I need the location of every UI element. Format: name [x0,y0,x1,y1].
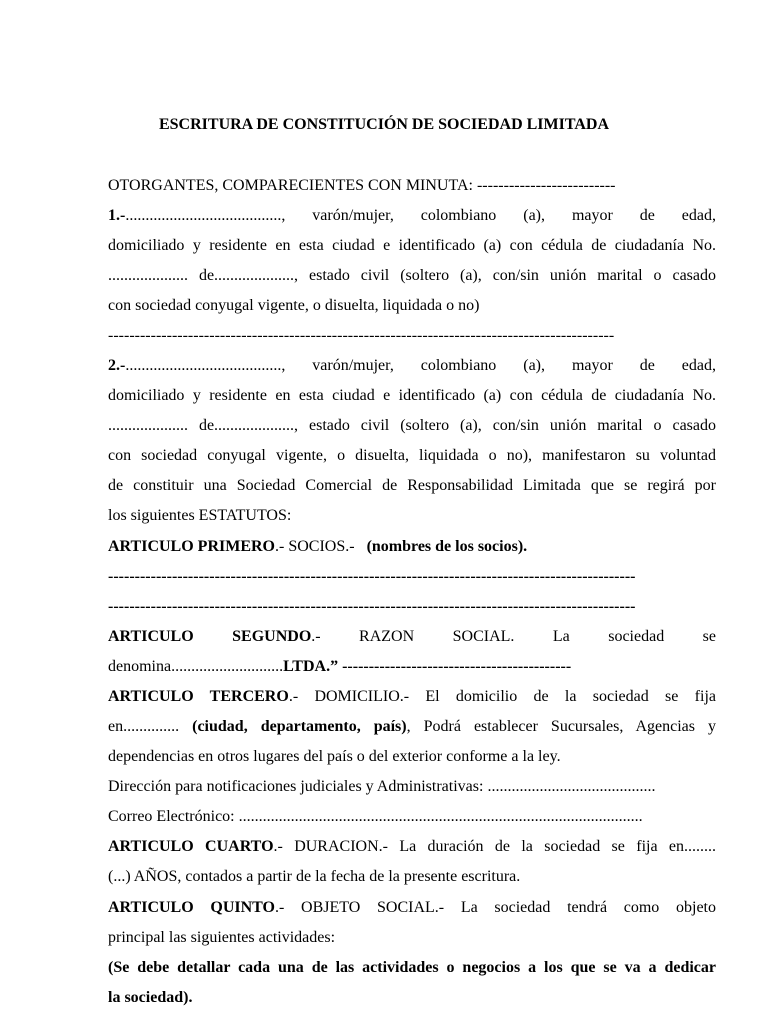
party-1-text: ......................................., varón/mujer, colombiano (a), mayor de edad, [125,207,716,224]
article-3-text: .- DOMICILIO.- El domicilio de la sociedad se fija [288,688,716,705]
article-5-label: ARTICULO QUINTO [108,899,275,916]
article-5-text: .- OBJETO SOCIAL.- La sociedad tendrá como objeto [275,899,717,916]
article-4-line-2: (...) AÑOS, contados a partir de la fecha de la presente escritura. [108,868,521,885]
article-2-denomina: denomina............................ [108,658,284,675]
article-2-text: .- RAZON SOCIAL. La sociedad se [311,628,716,645]
article-1-label: ARTICULO PRIMERO [108,538,275,555]
article-3-en: en.............. [108,718,193,735]
article-3-rest: , Podrá establecer Sucursales, Agencias y [406,718,717,735]
article-1-bold: (nombres de los socios) [366,538,524,555]
article-3-line-4: Dirección para notificaciones judiciales y Administrativas: .......................................... [108,778,656,795]
party-1-line-2: domiciliado y residente en esta ciudad e identificado (a) con cédula de ciudadanía No. [108,237,716,254]
separator-1: ----------------------------------------------------------------------------------------------- [108,327,615,344]
article-1-text: .- SOCIOS.- [275,538,367,555]
party-2-text: ......................................., varón/mujer, colombiano (a), mayor de edad, [125,357,716,374]
party-2-line-2: domiciliado y residente en esta ciudad e identificado (a) con cédula de ciudadanía No. [108,387,716,404]
article-4-text: .- DURACION.- La duración de la sociedad se fija en........ [273,838,717,855]
article-1-end: . [523,538,528,555]
party-1-line-1 [108,206,716,226]
article-2-line-1 [108,627,716,647]
article-2-line-2 [108,657,716,677]
party-2-line-4: con sociedad conyugal vigente, o disuelta, liquidada o no), manifestaron su voluntad [108,447,716,464]
article-5-line-2: principal las siguientes actividades: [108,929,336,946]
article-3-label: ARTICULO TERCERO [108,688,289,705]
party-1-line-3: .................... de...................., estado civil (soltero (a), con/sin unión marital o casado [108,267,716,284]
article-3-line-1 [108,687,716,707]
article-4-label: ARTICULO CUARTO [108,838,274,855]
document-title: ESCRITURA DE CONSTITUCIÓN DE SOCIEDAD LIMITADA [158,116,609,133]
article-4-line-1 [108,837,716,857]
article-5-line-4: la sociedad). [108,989,193,1006]
party-2-line-6: los siguientes ESTATUTOS: [108,507,292,524]
separator-2: --------------------------------------------------------------------------------------------------- [108,568,636,585]
party-2-line-5: de constituir una Sociedad Comercial de Responsabilidad Limitada que se regirá por [108,477,716,494]
article-1 [108,537,716,557]
article-5-line-3: (Se debe detallar cada una de las actividades o negocios a los que se va a dedicar [108,959,716,976]
article-3-line-3: dependencias en otros lugares del país o del exterior conforme a la ley. [108,748,561,765]
article-3-line-2 [108,717,716,737]
party-1-number: 1.- [108,207,126,224]
party-2-line-1 [108,356,716,376]
party-1-line-4: con sociedad conyugal vigente, o disuelta, liquidada o no) [108,297,480,314]
article-2-ltda: LTDA [283,658,327,675]
otorgantes-line: OTORGANTES, COMPARECIENTES CON MINUTA: -------------------------- [108,177,616,194]
party-2-line-3: .................... de...................., estado civil (soltero (a), con/sin unión marital o casado [108,417,716,434]
article-5-line-1 [108,898,716,918]
article-2-label: ARTICULO [108,628,194,645]
article-3-line-5: Correo Electrónico: ..................................................................................................... [108,808,643,825]
party-2-number: 2.- [108,357,126,374]
separator-3: --------------------------------------------------------------------------------------------------- [108,598,636,615]
article-2-label-2: SEGUNDO [232,628,312,645]
article-2-dashes: .” ------------------------------------------- [326,658,572,675]
article-3-bold: (ciudad, departamento, país) [192,718,407,735]
